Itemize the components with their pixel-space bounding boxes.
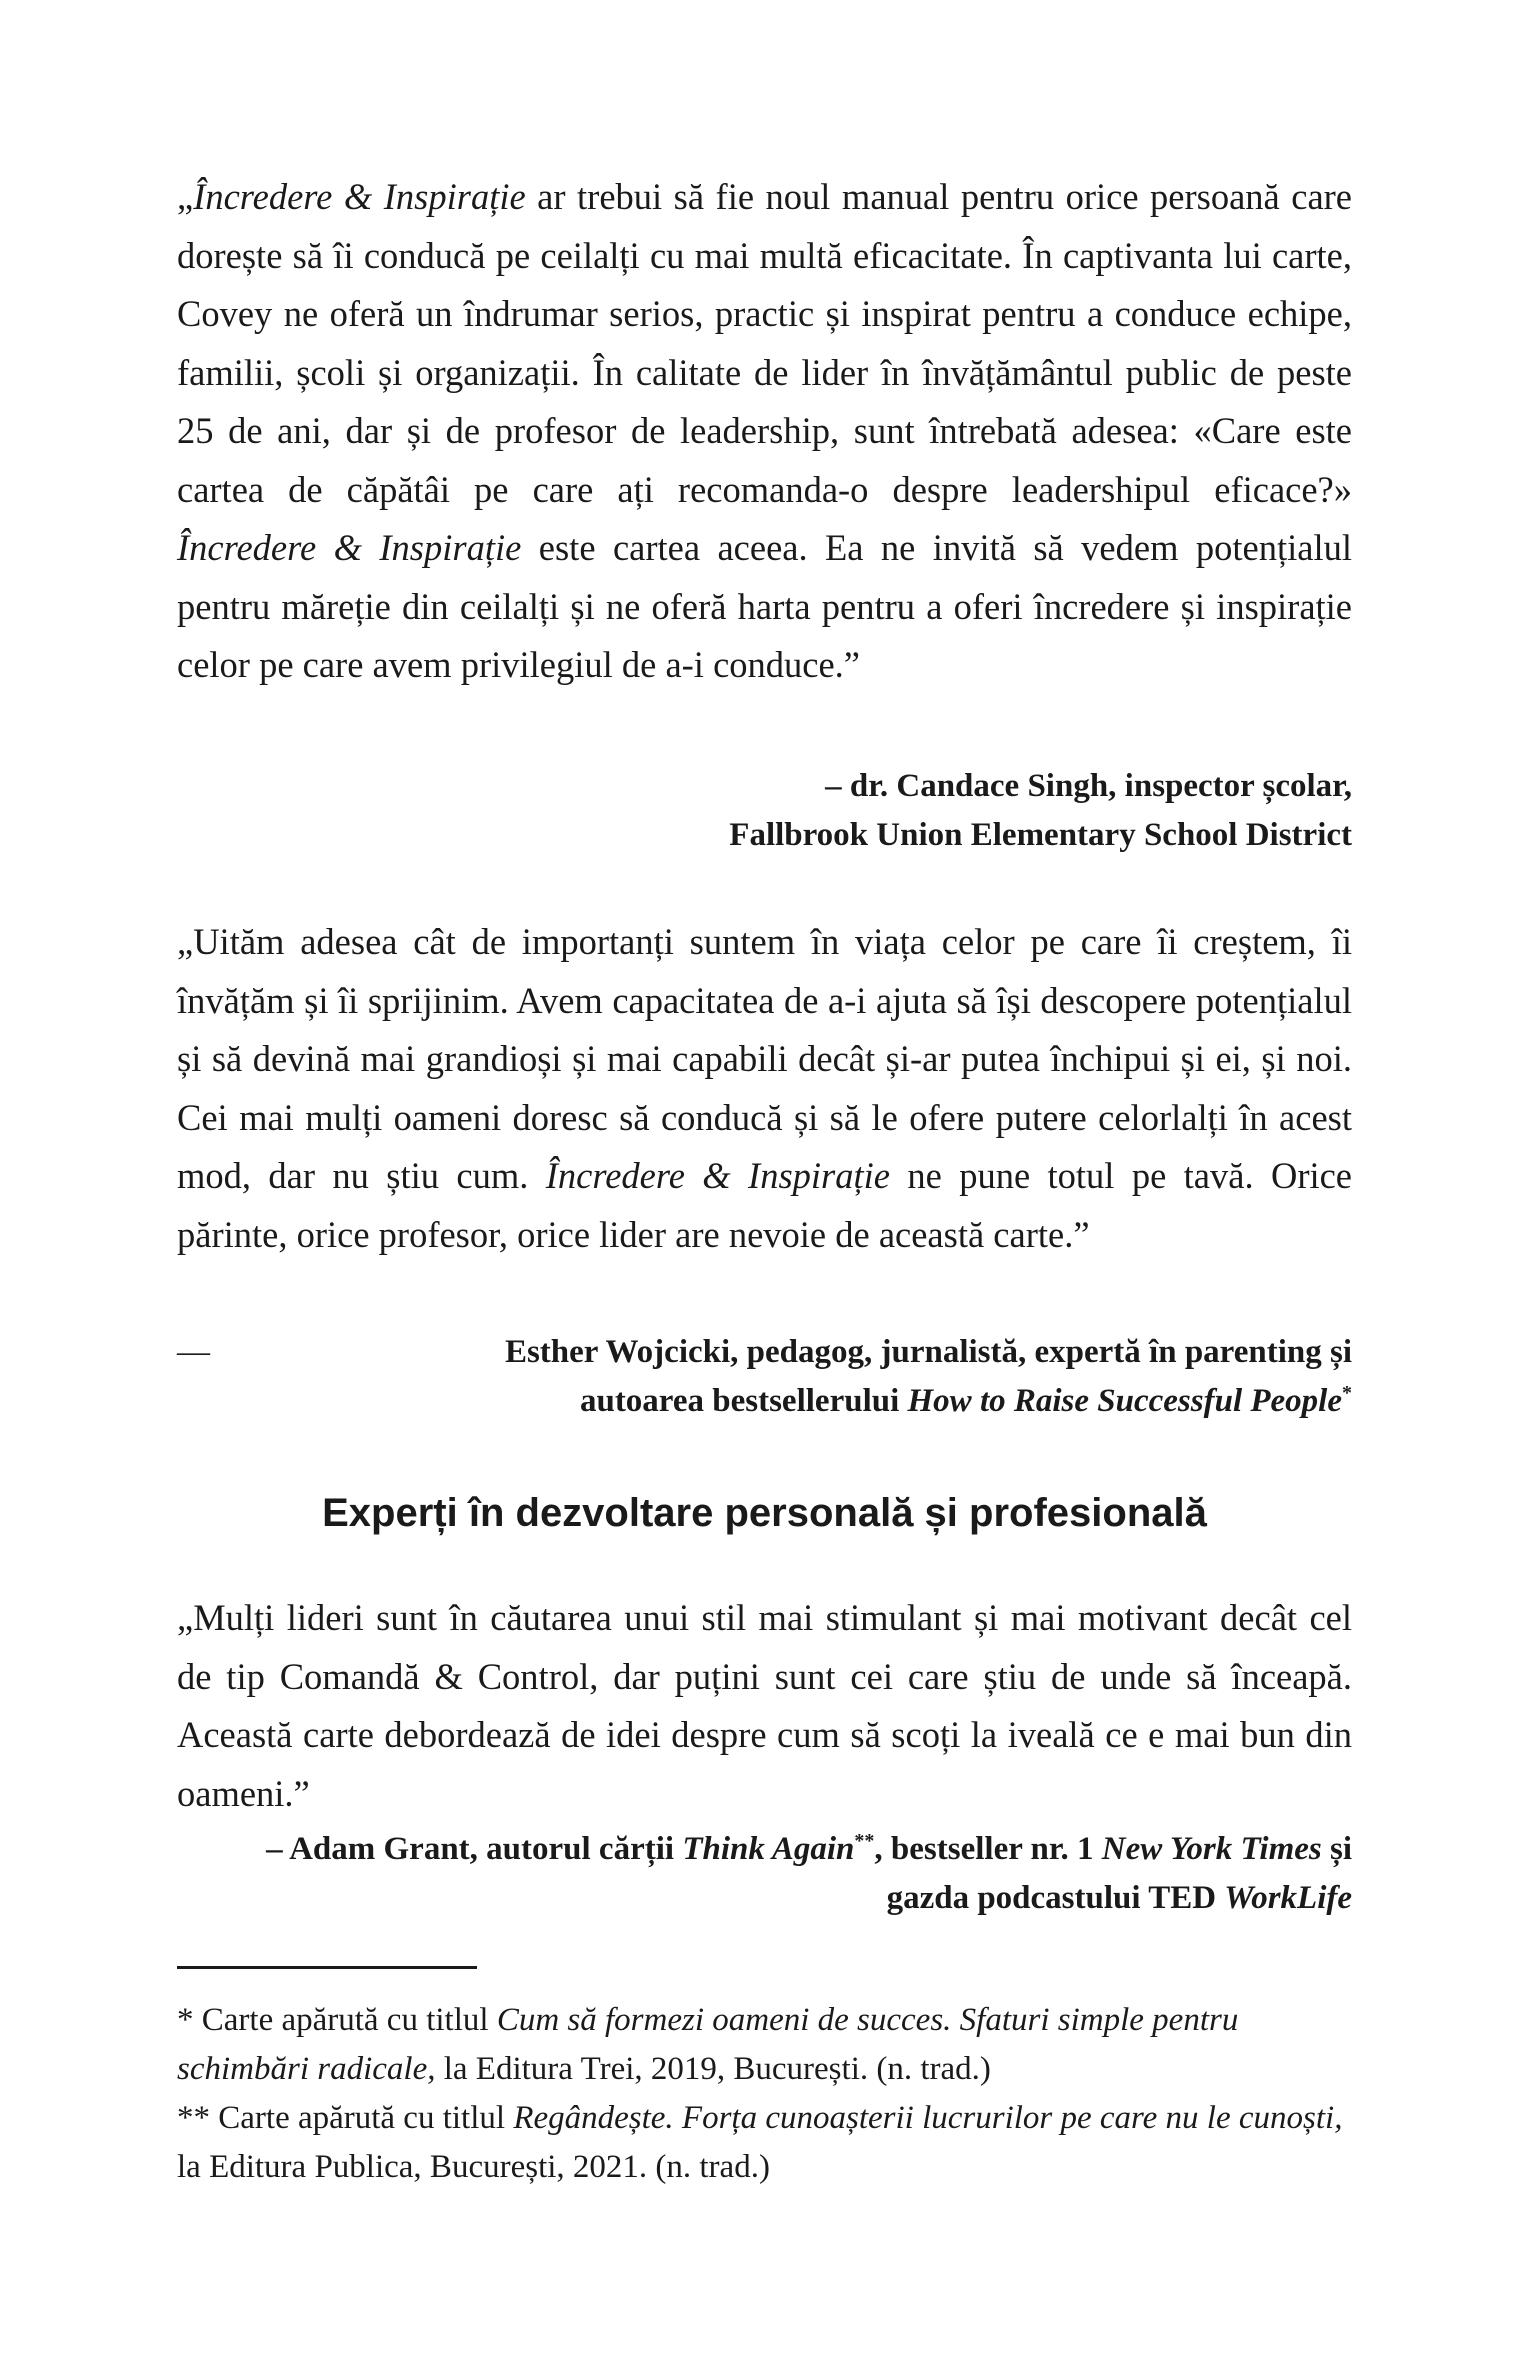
attribution-line: Fallbrook Union Elementary School District bbox=[729, 817, 1352, 853]
quote-1-attribution bbox=[177, 762, 1352, 860]
attribution-text bbox=[177, 1825, 1352, 1923]
footnote-mark: ** bbox=[177, 2100, 219, 2136]
quote-1-text-part: este cartea aceea. Ea ne invită să vedem potențialul pentru măreție din ceilalți și ne oferă harta pentru a oferi încredere și inspirație celor pe care avem privilegiul de a-i conduce.” bbox=[177, 527, 1353, 685]
footnote-mark: * bbox=[1342, 1382, 1352, 1404]
quote-2-text-part: „Uităm adesea cât de importanți suntem în viața celor pe care îi creștem, îi învățăm și îi sprijinim. Avem capacitatea de a-i ajuta să își descopere potențialul și să devină mai grandioși și mai capabili decât și-ar putea închipui și ei, și noi. Cei mai mulți oameni doresc să conducă și să le ofere putere celorlalți în acest mod, dar nu știu cum. bbox=[177, 921, 1352, 1196]
book-title: Think Again bbox=[682, 1831, 855, 1867]
book-title: Încredere & Inspirație bbox=[177, 527, 522, 568]
attribution-part: și gazda podcastului TED bbox=[886, 1831, 1352, 1916]
book-title: Încredere & Inspirație bbox=[193, 176, 526, 217]
book-title: Cum să formezi oameni de succes. Sfaturi simple pentru schimbări radicale, bbox=[177, 2002, 1239, 2087]
attribution-line bbox=[177, 1377, 1352, 1426]
em-dash: — bbox=[177, 1334, 210, 1370]
podcast-title: WorkLife bbox=[1224, 1880, 1352, 1916]
attribution-text: Esther Wojcicki, pedagog, jurnalistă, expertă în parenting și bbox=[504, 1334, 1352, 1370]
attribution-text: autoarea bestsellerului bbox=[579, 1383, 908, 1419]
footnote-2 bbox=[177, 2094, 1352, 2192]
quote-2-text-part: ne pune totul pe tavă. Orice părinte, orice profesor, orice lider are nevoie de această carte.” bbox=[177, 1155, 1353, 1255]
footnotes bbox=[177, 1996, 1352, 2192]
quote-2-attribution bbox=[177, 1328, 1352, 1426]
footnote-1 bbox=[177, 1996, 1352, 2094]
attribution-part: , bestseller nr. 1 bbox=[874, 1831, 1102, 1867]
footnote-text: Carte apărută cu titlul bbox=[218, 2100, 514, 2136]
attribution-line: – dr. Candace Singh, inspector școlar, bbox=[825, 768, 1352, 804]
quote-3-attribution bbox=[177, 1825, 1352, 1923]
attribution-part: – Adam Grant, autorul cărții bbox=[266, 1831, 683, 1867]
quote-block-1 bbox=[177, 168, 1352, 695]
book-title: How to Raise Successful People bbox=[907, 1383, 1342, 1419]
quote-1-open-mark: „ bbox=[177, 176, 194, 217]
footnote-text: la Editura Trei, 2019, București. (n. trad.) bbox=[435, 2051, 991, 2087]
footnote-divider bbox=[177, 1966, 477, 1969]
footnote-text: la Editura Publica, București, 2021. (n. trad.) bbox=[177, 2149, 770, 2185]
attribution-line bbox=[177, 1328, 1352, 1377]
quote-3-text: „Mulți lideri sunt în căutarea unui stil mai stimulant și mai motivant decât cel de tip Comandă & Control, dar puțini sunt cei care știu de unde să înceapă. Această carte debordează de idei despre cum să scoți la iveală ce e mai bun din oameni.” bbox=[177, 1597, 1352, 1814]
quote-2-text bbox=[177, 913, 1352, 1264]
footnote-mark: * bbox=[177, 2002, 202, 2038]
quote-block-2 bbox=[177, 913, 1352, 1264]
quote-1-text-part: ar trebui să fie noul manual pentru orice persoană care dorește să îi conducă pe ceilalți cu mai multă eficacitate. În captivanta lui carte, Covey ne oferă un îndrumar serios, practic și inspirat pentru a conduce echipe, familii, școli și organizații. În calitate de lider în învățământul public de peste 25 de ani, dar și de profesor de leadership, sunt întrebată adesea: «Care este cartea de căpătâi pe care ați recomanda-o despre leadershipul eficace?» bbox=[177, 176, 1352, 510]
footnote-text: Carte apărută cu titlul bbox=[201, 2002, 497, 2038]
book-title: Încredere & Inspirație bbox=[545, 1155, 890, 1196]
publication-title: New York Times bbox=[1101, 1831, 1322, 1867]
book-title: Regândește. Forța cunoașterii lucrurilor pe care nu le cunoști, bbox=[513, 2100, 1343, 2136]
footnote-mark: ** bbox=[854, 1830, 875, 1852]
section-heading: Experți în dezvoltare personală și profesională bbox=[322, 1491, 1207, 1535]
section-heading-block bbox=[177, 1488, 1352, 1538]
quote-1-text bbox=[177, 168, 1352, 695]
quote-block-3 bbox=[177, 1589, 1352, 1823]
